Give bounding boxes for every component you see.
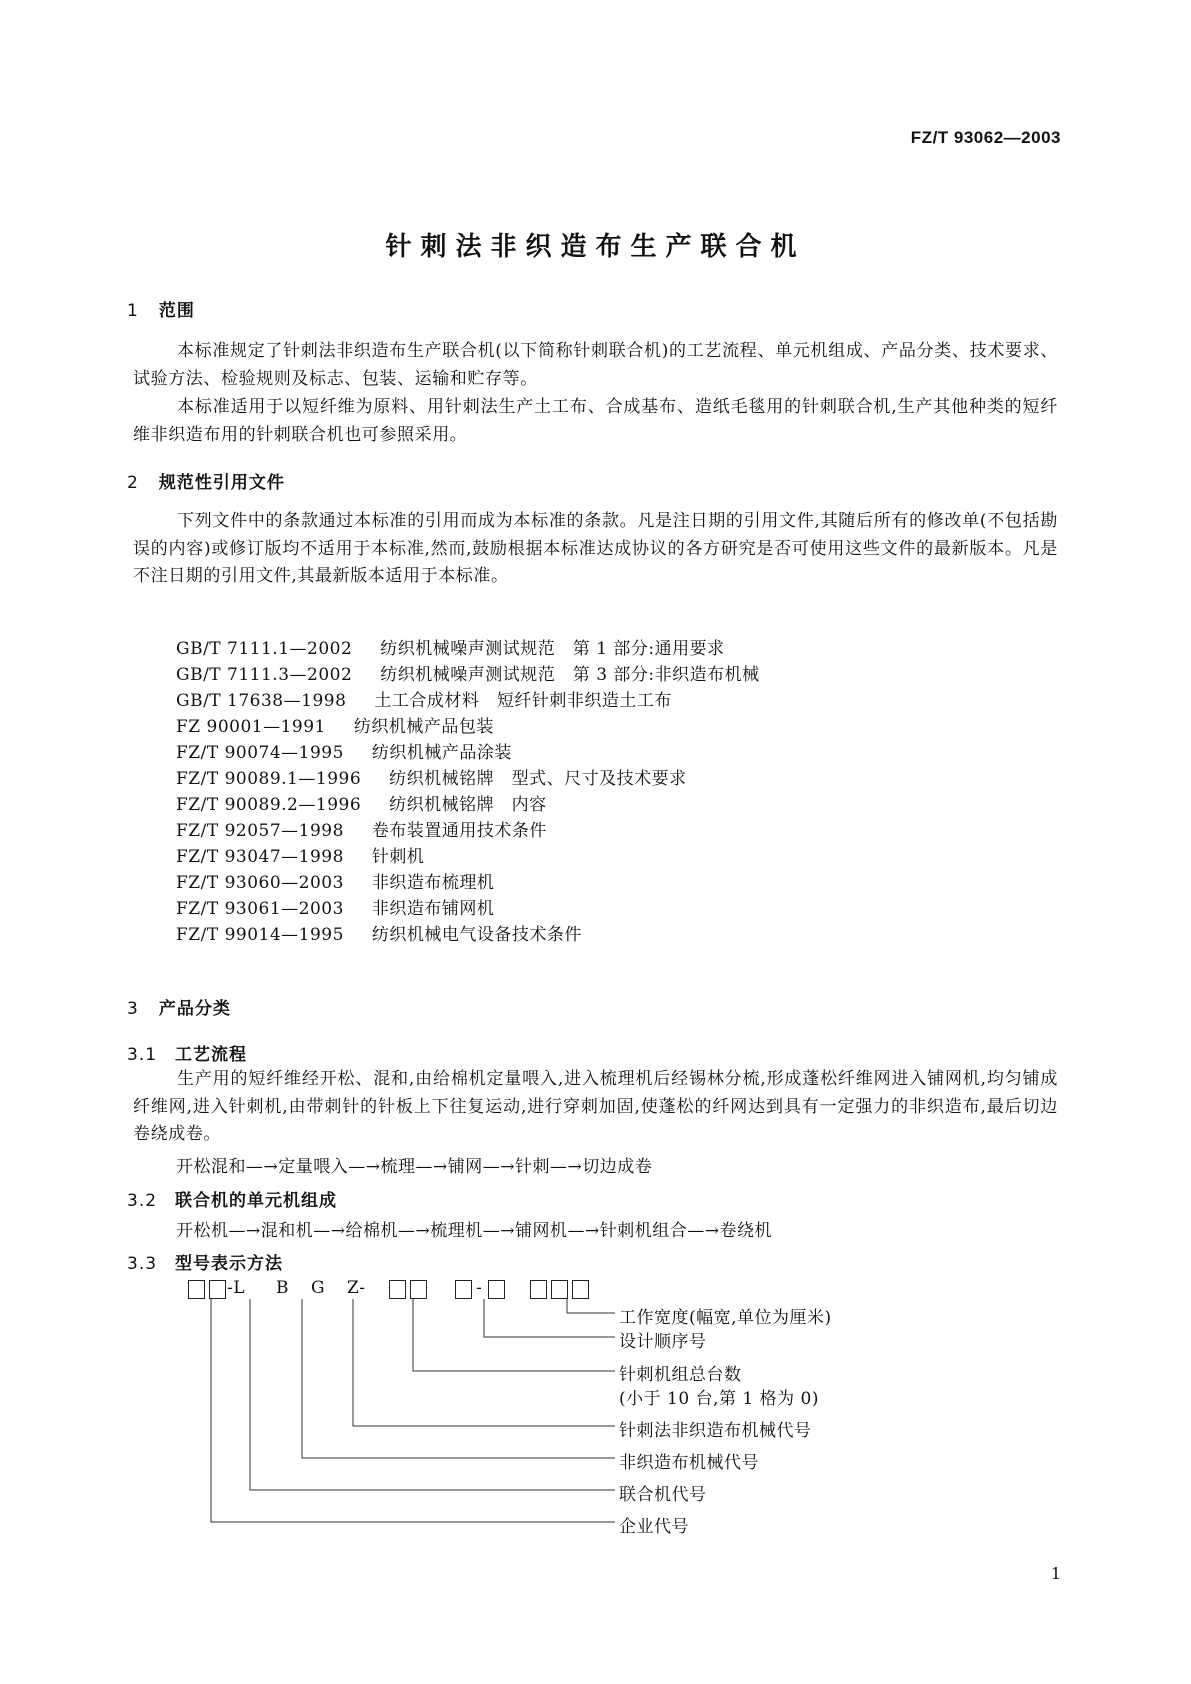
code-letter-g: G [311,1278,326,1298]
reference-title: 非织造布铺网机 [371,899,495,919]
leader-line [302,1299,615,1458]
reference-code: FZ/T 93047—1998 [176,847,344,867]
label-combined-code: 联合机代号 [619,1485,707,1505]
label-count: 针刺机组总台数 [619,1365,742,1385]
label-enterprise-code: 企业代号 [619,1517,689,1537]
reference-title: 纺织机械噪声测试规范 第 1 部分:通用要求 [380,639,725,659]
code-dash: - [476,1278,483,1298]
reference-code: GB/T 7111.3—2002 [176,665,353,685]
document-number: FZ/T 93062—2003 [910,128,1061,147]
reference-code: FZ/T 90089.1—1996 [176,769,362,789]
reference-title: 纺织机械产品涂装 [371,743,512,763]
reference-title: 纺织机械产品包装 [353,717,494,737]
reference-code: FZ/T 93060—2003 [176,873,344,893]
subsection-number: 3.1 [127,1045,158,1065]
subsection-title: 型号表示方法 [175,1254,283,1274]
paragraph: 下列文件中的条款通过本标准的引用而成为本标准的条款。凡是注日期的引用文件,其随后所有的修改单(不包括勘误的内容)或修订版均不适用于本标准,然而,鼓励根据本标准达成协议的各方研究是否可使用这些文件的最新版本。凡是不注日期的引用文件,其最新版本适用于本标准。 [133,511,1058,586]
reference-title: 纺织机械铭牌 内容 [389,795,547,815]
section-title: 范围 [158,301,195,321]
section-title: 规范性引用文件 [158,473,285,493]
subsection-number: 3.3 [127,1254,158,1274]
label-width: 工作宽度(幅宽,单位为厘米) [619,1308,832,1328]
leader-line [250,1299,615,1490]
paragraph: 本标准规定了针刺法非织造布生产联合机(以下简称针刺联合机)的工艺流程、单元机组成、产品分类、技术要求、试验方法、检验规则及标志、包装、运输和贮存等。 [133,341,1058,389]
label-count-note: (小于 10 台,第 1 格为 0) [619,1389,819,1409]
paragraph: 本标准适用于以短纤维为原料、用针刺法生产土工布、合成基布、造纸毛毯用的针刺联合机,生产其他种类的短纤维非织造布用的针刺联合机也可参照采用。 [133,397,1058,445]
section-number: 1 [127,301,139,321]
reference-title: 纺织机械噪声测试规范 第 3 部分:非织造布机械 [380,665,760,685]
reference-code: FZ/T 93061—2003 [176,899,344,919]
label-needle-code: 针刺法非织造布机械代号 [619,1421,812,1441]
reference-title: 非织造布梳理机 [371,873,495,893]
paragraph: 生产用的短纤维经开松、混和,由给棉机定量喂入,进入梳理机后经锡林分梳,形成蓬松纤维网进入铺网机,均匀铺成纤维网,进入针刺机,由带刺针的针板上下往复运动,进行穿刺加固,使蓬松的纤网达到具有一定强力的非织造布,最后切边卷绕成卷。 [133,1069,1058,1144]
section-number: 2 [127,473,139,493]
leader-line [413,1299,615,1371]
label-nonwoven-code: 非织造布机械代号 [619,1453,759,1473]
subsection-title: 联合机的单元机组成 [175,1191,337,1211]
code-letter-l: -L [227,1278,246,1298]
reference-title: 纺织机械电气设备技术条件 [371,925,582,945]
code-letter-z: Z- [347,1278,366,1298]
section-title: 产品分类 [158,999,231,1019]
section-number: 3 [127,999,139,1019]
reference-code: FZ/T 90089.2—1996 [176,795,362,815]
label-sequence: 设计顺序号 [619,1332,707,1352]
reference-code: FZ/T 90074—1995 [176,743,344,763]
process-flow: 开松混和—→定量喂入—→梳理—→铺网—→针刺—→切边成卷 [176,1157,653,1177]
subsection-title: 工艺流程 [175,1045,247,1065]
unit-machine-flow: 开松机—→混和机—→给棉机—→梳理机—→铺网机—→针刺机组合—→卷绕机 [176,1221,772,1241]
reference-code: GB/T 17638—1998 [176,691,347,711]
reference-code: FZ/T 99014—1995 [176,925,344,945]
reference-title: 土工合成材料 短纤针刺非织造土工布 [374,691,672,711]
reference-code: GB/T 7111.1—2002 [176,639,353,659]
reference-code: FZ/T 92057—1998 [176,821,344,841]
code-letter-b: B [276,1278,289,1298]
reference-title: 纺织机械铭牌 型式、尺寸及技术要求 [389,769,687,789]
document-title: 针刺法非织造布生产联合机 [385,232,806,262]
reference-code: FZ 90001—1991 [176,717,326,737]
leader-line [567,1299,615,1313]
reference-title: 针刺机 [371,847,425,867]
reference-title: 卷布装置通用技术条件 [371,821,547,841]
subsection-number: 3.2 [127,1191,158,1211]
page-number: 1 [1050,1564,1061,1583]
leader-line [484,1299,615,1337]
